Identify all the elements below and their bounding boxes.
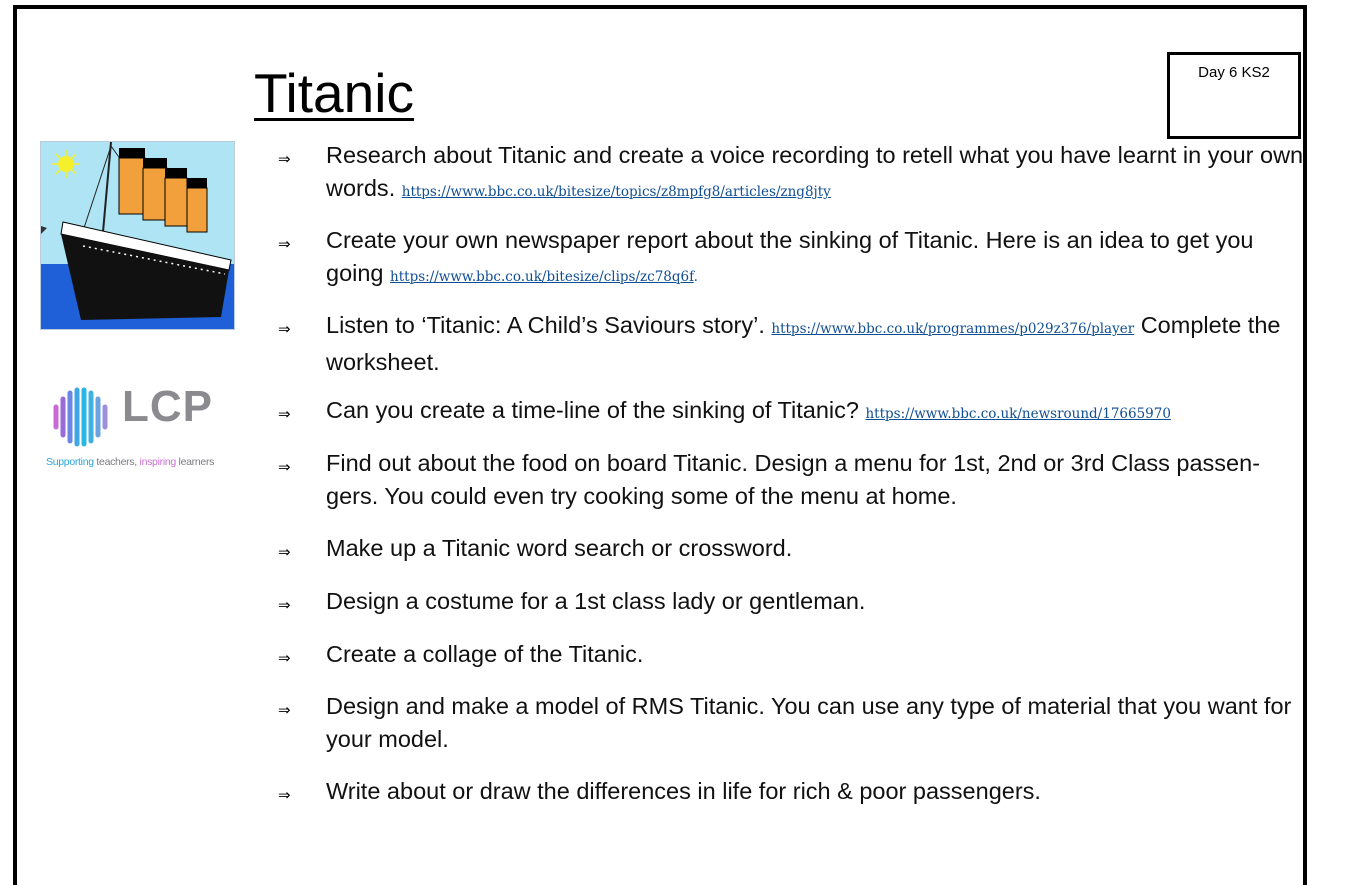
lcp-logo-text: LCP [122,382,213,431]
page-title: Titanic [254,62,414,124]
day-label-box [1167,52,1301,139]
tagline-inspiring: inspiring [139,456,176,468]
lcp-logo [40,382,230,475]
tagline-supporting: Supporting [46,456,94,468]
day-label: Day 6 KS2 [1198,64,1270,81]
bullet-arrow-icon: ⇒ [278,543,291,561]
task-text: Listen to ‘Titanic: A Child’s Saviours story’. [326,312,772,338]
task-text: Research about Titanic and create a voice recording to retell what you have learnt in your own words [326,142,1304,201]
bullet-arrow-icon: ⇒ [278,150,291,168]
bullet-arrow-icon: ⇒ [278,320,291,338]
bullet-arrow-icon: ⇒ [278,786,291,804]
task-item: Design a costume for a 1st class lady or gentleman. [326,588,866,614]
lcp-logo-tagline [46,456,214,468]
task-item: Write about or draw the differences in life for rich & poor passengers. [326,778,1041,804]
task-text-suffix: Complete the worksheet. [326,312,1281,375]
task-text: Create your own newspaper report about the sinking of Titanic. Here is an idea to get you going [326,227,1254,286]
tagline-teachers: teachers, [93,456,140,468]
bullet-arrow-icon: ⇒ [278,596,291,614]
bullet-arrow-icon: ⇒ [278,701,291,719]
bullet-arrow-icon: ⇒ [278,235,291,253]
task-item: Design and make a model of RMS Titanic. You can use any type of material that you want for your model. [326,693,1292,752]
task-item: Make up a Titanic word search or crossword. [326,535,793,561]
task-text: Can you create a time-line of the sinking of Titanic? [326,397,866,423]
bullet-arrow-icon: ⇒ [278,649,291,667]
task-item [326,394,1306,431]
titanic-ship-image [40,141,235,330]
task-link[interactable]: https://www.bbc.co.uk/newsround/17665970 [865,406,1171,422]
bullet-arrow-icon: ⇒ [278,405,291,423]
task-item: Research about Titanic and create a voice recording to retell what you have learnt in your own words. https://www.bbc.co.uk/bitesize/topics/z8mpfg8/articles/zng8jty [326,142,1304,201]
lcp-logo-stripes-icon [50,385,112,447]
task-link[interactable]: https://www.bbc.co.uk/bitesize/clips/zc78q6f [390,269,694,285]
task-item: Find out about the food on board Titanic. Design a menu for 1st, 2nd or 3rd Class passen-gers. You could even try cooking some of the menu at home. [326,450,1261,509]
tagline-learners: learners [175,456,215,468]
bullet-arrow-icon: ⇒ [278,458,291,476]
task-item [326,309,1306,379]
task-item: Create your own newspaper report about the sinking of Titanic. Here is an idea to get you going https://www.bbc.co.uk/bitesize/clips/zc78q6f. [326,227,1254,286]
task-link[interactable]: https://www.bbc.co.uk/programmes/p029z376/player [771,321,1135,337]
task-link[interactable]: https://www.bbc.co.uk/bitesize/topics/z8mpfg8/articles/zng8jty [401,184,831,200]
task-item: Create a collage of the Titanic. [326,641,644,667]
